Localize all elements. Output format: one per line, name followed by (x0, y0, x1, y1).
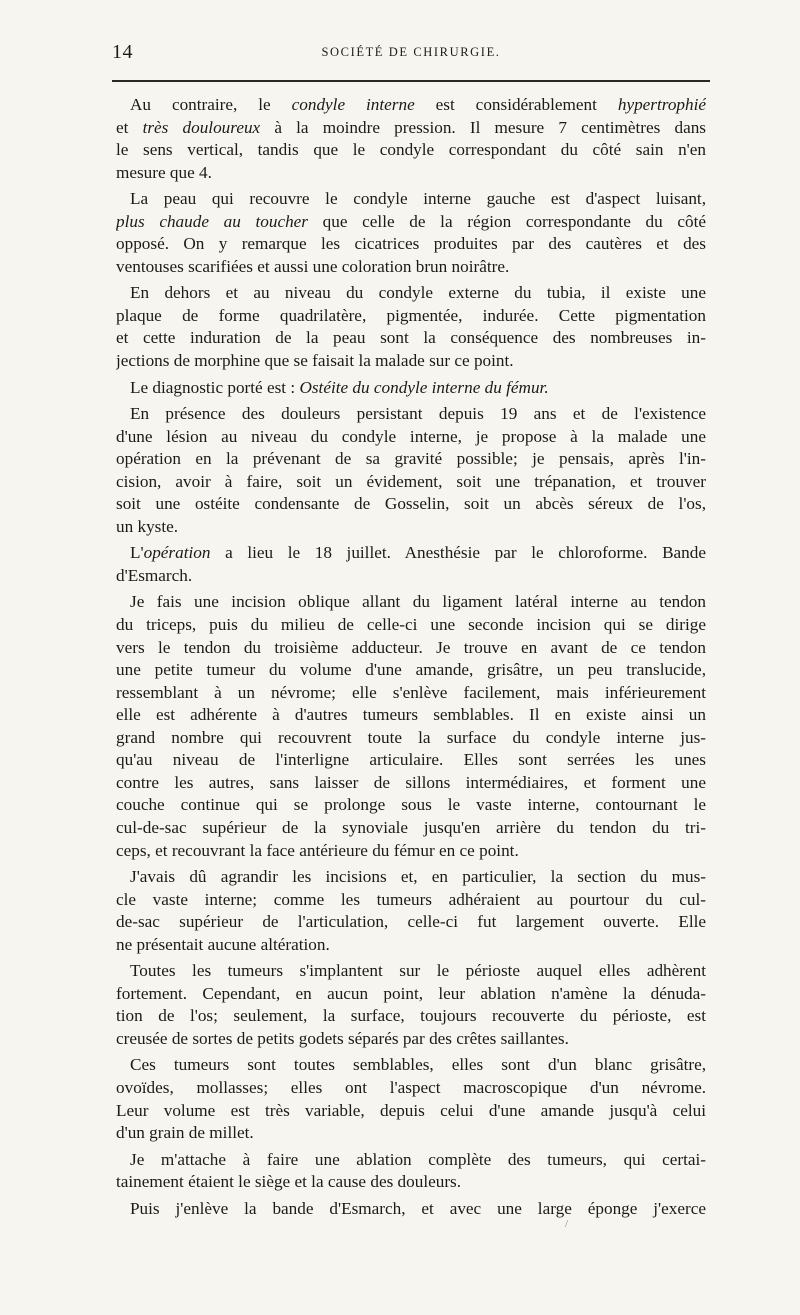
text-segment: En présence des douleurs persistant depuis 19 ans et de l'existence (130, 404, 706, 424)
text-line (116, 94, 706, 117)
text-line (116, 1005, 706, 1028)
text-line (116, 162, 706, 185)
text-line (116, 749, 706, 772)
italic-text: opération (143, 543, 211, 563)
text-segment: et cette induration de la peau sont la conséquence des nombreuses in- (116, 328, 706, 348)
text-line (116, 1171, 706, 1194)
text-segment: ceps, et recouvrant la face antérieure du fémur en ce point. (116, 840, 519, 860)
text-line (116, 1077, 706, 1100)
text-segment: cul-de-sac supérieur de la synoviale jusqu'en arrière du tendon du tri- (116, 817, 706, 837)
text-segment: un kyste. (116, 516, 179, 536)
text-line (116, 377, 706, 400)
body-text (116, 94, 706, 1220)
text-line (116, 614, 706, 637)
text-segment: soit une ostéite condensante de Gosselin, soit un abcès séreux de l'os, (116, 494, 706, 514)
text-segment: cision, avoir à faire, soit un évidement, soit une trépanation, et trouver (116, 471, 706, 491)
text-segment: grand nombre qui recouvrent toute la surface du condyle interne jus- (116, 727, 706, 747)
text-segment: Puis j'enlève la bande d'Esmarch, et avec une large éponge j'exerce (130, 1198, 706, 1218)
text-segment: est considérablement (414, 95, 618, 114)
text-line (116, 403, 706, 426)
text-line (116, 682, 706, 705)
text-line (116, 889, 706, 912)
text-line (116, 327, 706, 350)
header-rule (112, 80, 710, 82)
text-line (116, 565, 706, 588)
text-segment: L' (130, 543, 144, 563)
text-segment: Je m'attache à faire une ablation complète des tumeurs, qui certai- (130, 1149, 706, 1169)
text-segment: contre les autres, sans laisser de sillons intermédiaires, et forment une (116, 772, 706, 792)
text-line (116, 727, 706, 750)
text-line (116, 282, 706, 305)
text-segment: Le diagnostic porté est : (130, 377, 300, 397)
text-segment: creusée de sortes de petits godets séparés par des crêtes saillantes. (116, 1028, 569, 1048)
text-line (116, 493, 706, 516)
text-line (116, 448, 706, 471)
text-line (116, 840, 706, 863)
text-line (116, 542, 706, 565)
text-segment: d'une lésion au niveau du condyle interne, je propose à la malade une (116, 426, 706, 446)
italic-text: Ostéite du condyle interne du fémur. (299, 377, 549, 397)
text-line (116, 911, 706, 934)
text-segment: elle est adhérente à d'autres tumeurs semblables. Il en existe ainsi un (116, 705, 706, 725)
text-line (116, 188, 706, 211)
margin-mark: / (565, 1218, 569, 1230)
text-line (116, 866, 706, 889)
text-line (116, 591, 706, 614)
text-line (116, 426, 706, 449)
text-segment: et (116, 117, 143, 137)
text-segment: J'avais dû agrandir les incisions et, en particulier, la section du mus- (130, 867, 706, 887)
text-segment: une petite tumeur du volume d'une amande, grisâtre, un peu translucide, (116, 660, 706, 680)
text-line (116, 305, 706, 328)
text-line (116, 1028, 706, 1051)
text-segment: le sens vertical, tandis que le condyle correspondant du côté sain n'en (116, 140, 706, 160)
text-line (116, 934, 706, 957)
text-segment: du triceps, puis du milieu de celle-ci une seconde incision qui se dirige (116, 615, 706, 635)
text-line (116, 772, 706, 795)
text-line (116, 117, 706, 140)
text-segment: couche continue qui se prolonge sous le vaste interne, contournant le (116, 795, 706, 815)
text-segment: de-sac supérieur de l'articulation, celle-ci fut largement ouverte. Elle (116, 912, 706, 932)
text-segment: La peau qui recouvre le condyle interne gauche est d'aspect luisant, (130, 189, 706, 209)
text-line (116, 1100, 706, 1123)
running-title: SOCIÉTÉ DE CHIRURGIE. (321, 45, 501, 59)
text-segment: tainement étaient le siège et la cause des douleurs. (116, 1172, 462, 1192)
text-segment: d'Esmarch. (116, 565, 193, 585)
italic-text: hypertrophié (617, 95, 706, 114)
text-line (116, 1149, 706, 1172)
text-segment: opération en la prévenant de sa gravité possible; je pensais, après l'in- (116, 449, 706, 469)
text-line (116, 1122, 706, 1145)
text-line (116, 350, 706, 373)
text-segment: plaque de forme quadrilatère, pigmentée, indurée. Cette pigmentation (116, 305, 706, 325)
text-line (116, 1054, 706, 1077)
text-segment: Leur volume est très variable, depuis celui d'une amande jusqu'à celui (116, 1100, 706, 1120)
italic-text: condyle interne (291, 95, 415, 114)
text-segment: vers le tendon du troisième adducteur. Je trouve en avant de ce tendon (116, 637, 706, 657)
text-segment: ventouses scarifiées et aussi une coloration brun noirâtre. (116, 256, 510, 276)
text-segment: ne présentait aucune altération. (116, 934, 330, 954)
text-line (116, 233, 706, 256)
text-segment: ovoïdes, mollasses; elles ont l'aspect macroscopique d'un névrome. (116, 1077, 706, 1097)
text-segment: tion de l'os; seulement, la surface, toujours recouverte du périoste, est (116, 1006, 706, 1026)
text-line (116, 1198, 706, 1221)
text-line (116, 211, 706, 234)
text-segment: opposé. On y remarque les cicatrices produites par des cautères et des (116, 234, 706, 254)
page-header (112, 40, 710, 80)
text-segment: que celle de la région correspondante du côté (308, 211, 706, 231)
text-segment: Je fais une incision oblique allant du ligament latéral interne au tendon (130, 592, 706, 612)
text-line (116, 516, 706, 539)
text-segment: Toutes les tumeurs s'implantent sur le périoste auquel elles adhèrent (130, 961, 706, 981)
text-segment: a lieu le 18 juillet. Anesthésie par le chloroforme. Bande (210, 543, 706, 563)
text-line (116, 256, 706, 279)
text-segment: fortement. Cependant, en aucun point, leur ablation n'amène la dénuda- (116, 983, 706, 1003)
text-segment: Au contraire, le (130, 95, 292, 114)
text-line (116, 659, 706, 682)
text-line (116, 960, 706, 983)
italic-text: plus chaude au toucher (116, 211, 308, 231)
text-segment: mesure que 4. (116, 162, 212, 182)
text-segment: Ces tumeurs sont toutes semblables, elles sont d'un blanc grisâtre, (130, 1055, 706, 1075)
text-line (116, 704, 706, 727)
text-line (116, 471, 706, 494)
text-segment: qu'au niveau de l'interligne articulaire. Elles sont serrées les unes (116, 750, 706, 770)
text-segment: jections de morphine que se faisait la malade sur ce point. (116, 351, 514, 371)
italic-text: très douloureux (142, 117, 261, 137)
text-line (116, 983, 706, 1006)
text-segment: ressemblant à un névrome; elle s'enlève facilement, mais inférieurement (116, 682, 706, 702)
text-line (116, 794, 706, 817)
page-number: 14 (112, 41, 133, 63)
text-segment: à la moindre pression. Il mesure 7 centimètres dans (260, 117, 706, 137)
text-segment: cle vaste interne; comme les tumeurs adhéraient au pourtour du cul- (116, 889, 706, 909)
text-line (116, 817, 706, 840)
text-line (116, 139, 706, 162)
text-segment: d'un grain de millet. (116, 1123, 254, 1143)
text-segment: En dehors et au niveau du condyle externe du tubia, il existe une (130, 283, 706, 303)
text-line (116, 637, 706, 660)
